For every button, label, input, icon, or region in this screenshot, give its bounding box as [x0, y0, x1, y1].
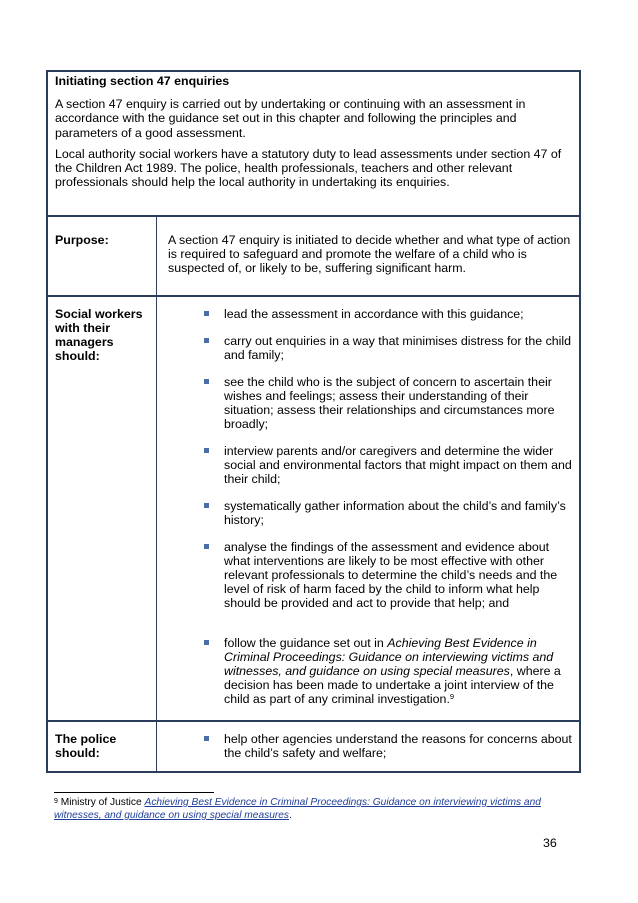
- list-item: carry out enquiries in a way that minimises distress for the child and family;: [168, 334, 573, 362]
- list-item: follow the guidance set out in Achieving Best Evidence in Criminal Proceedings: Guidance on interviewing victims and witnesses, and guidance on using special measures, where a decision has been made to undertake a joint interview of the child as part of any criminal investigation.$^9$: [168, 636, 573, 706]
- police-label: The police should:: [55, 732, 117, 760]
- bullet-icon: [204, 379, 209, 384]
- bullet-icon: [204, 311, 209, 316]
- list-item: lead the assessment in accordance with this guidance;: [168, 307, 573, 321]
- box-title: Initiating section 47 enquiries: [55, 74, 230, 88]
- bullet-icon: [204, 736, 209, 741]
- list-item: help other agencies understand the reasons for concerns about the child’s safety and welfare;: [168, 732, 573, 760]
- social-workers-row: [48, 297, 579, 720]
- purpose-label: Purpose:: [55, 233, 109, 247]
- footnote-reference[interactable]: 9: [449, 692, 455, 701]
- bullet-icon: [204, 544, 209, 549]
- social-workers-label: Social workers with their managers should:: [55, 307, 143, 363]
- footnote-separator: [54, 792, 214, 793]
- list-item: systematically gather information about the child’s and family’s history;: [168, 499, 573, 527]
- police-row: [48, 722, 579, 773]
- purpose-text: A section 47 enquiry is initiated to decide whether and what type of action is required to safeguard and promote the welfare of a child who is suspected of, or likely to be, suffering significant harm.: [168, 233, 571, 275]
- police-list-container: [168, 732, 573, 772]
- social-workers-list-container: [168, 307, 573, 720]
- bullet-icon: [204, 503, 209, 508]
- list-item: interview parents and/or caregivers and determine the wider social and environmental factors that might impact on them and their child;: [168, 444, 573, 486]
- list-item: analyse the findings of the assessment and evidence about what interventions are likely to be most effective with other relevant professionals to determine the child’s needs and the level of risk of harm faced by the child to inform what help should be provided and act to provide that help; and: [168, 540, 573, 610]
- purpose-row: [48, 217, 579, 295]
- bullet-icon: [204, 448, 209, 453]
- intro-section: [48, 72, 579, 215]
- bullet-icon: [204, 338, 209, 343]
- footnote-number: 9: [54, 798, 58, 805]
- guidance-box: [46, 70, 581, 773]
- bullet-icon: [204, 640, 209, 645]
- footnote-link[interactable]: Achieving Best Evidence in Criminal Proceedings: Guidance on interviewing victims and witnesses, and guidance on using special measures: [54, 797, 541, 821]
- column-divider: [156, 217, 157, 773]
- footnote: $^9$ Ministry of Justice Achieving Best Evidence in Criminal Proceedings: Guidance on interviewing victims and witnesses, and guidance on using special measures.: [54, 797, 541, 821]
- page-number: 36: [543, 836, 557, 850]
- intro-paragraph-2: Local authority social workers have a statutory duty to lead assessments under section 47 of the Children Act 1989. The police, health professionals, teachers and other relevant professionals should help the local authority in undertaking its enquiries.: [55, 146, 562, 190]
- intro-paragraph-1: A section 47 enquiry is carried out by undertaking or continuing with an assessment in accordance with the guidance set out in this chapter and following the principles and parameters of a good assessment.: [55, 97, 526, 140]
- list-item: see the child who is the subject of concern to ascertain their wishes and feelings; assess their understanding of their situation; assess their relationships and circumstances more broadly;: [168, 375, 573, 431]
